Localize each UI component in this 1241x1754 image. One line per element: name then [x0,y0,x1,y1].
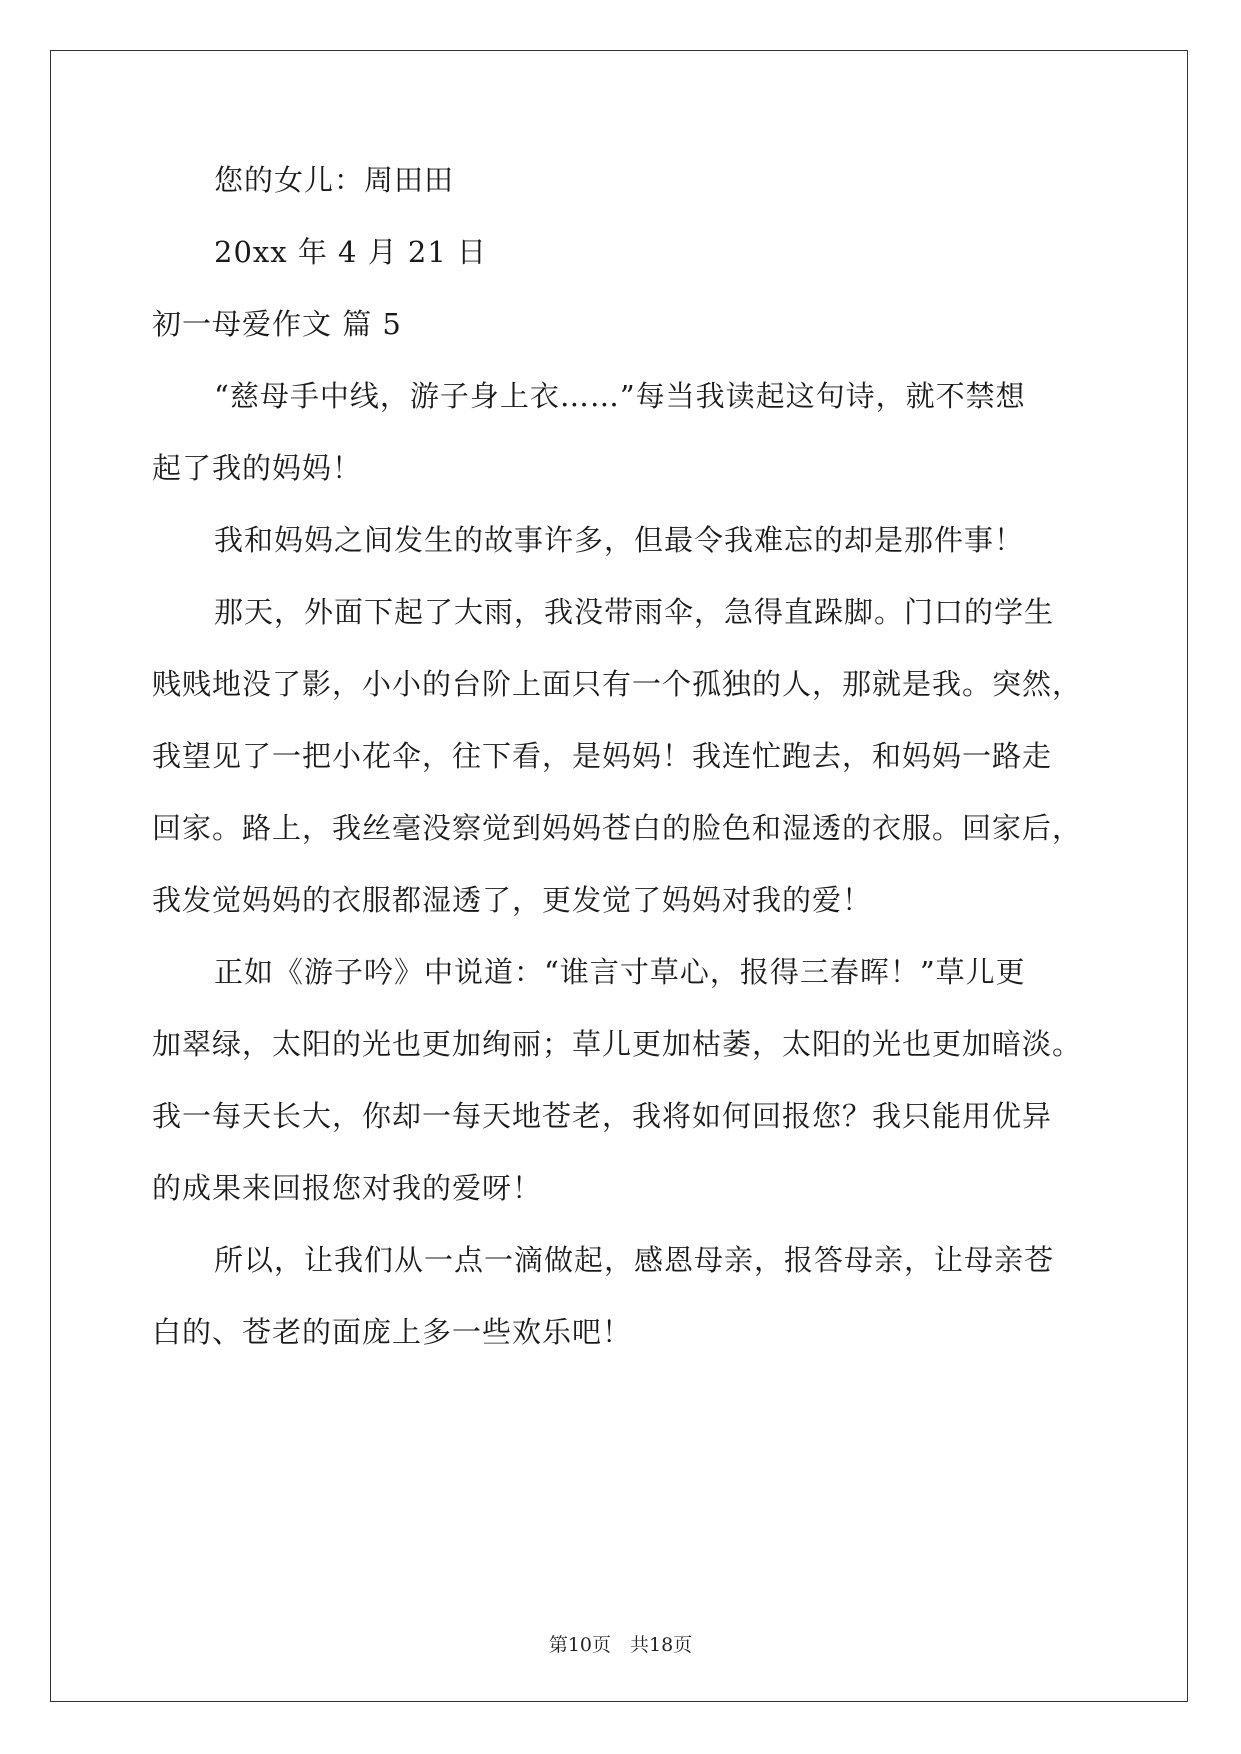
essay-line: 我和妈妈之间发生的故事许多，但最令我难忘的却是那件事！ [214,523,1025,557]
essay-line: 我一每天长大，你却一每天地苍老，我将如何回报您？我只能用优异 [152,1099,1053,1133]
essay-line: 所以，让我们从一点一滴做起，感恩母亲，报答母亲，让母亲苍 [214,1243,1055,1277]
essay-line: 回家。路上，我丝毫没察觉到妈妈苍白的脸色和湿透的衣服。回家后， [152,811,1083,845]
essay-line: 起了我的妈妈！ [152,451,363,485]
essay-line: 我发觉妈妈的衣服都湿透了，更发觉了妈妈对我的爱！ [152,883,873,917]
essay-line: 正如《游子吟》中说道：“谁言寸草心，报得三春晖！”草儿更 [214,955,1026,989]
page-border [50,50,1188,1702]
page-footer: 第10页 共18页 [548,1634,693,1656]
essay-heading: 初一母爱作文 篇 5 [152,307,402,341]
essay-line: 我望见了一把小花伞，往下看，是妈妈！我连忙跑去，和妈妈一路走 [152,739,1053,773]
letter-date: 20xx 年 4 月 21 日 [214,235,488,269]
essay-line: 贱贱地没了影，小小的台阶上面只有一个孤独的人，那就是我。突然， [152,667,1083,701]
essay-line: “慈母手中线，游子身上衣……”每当我读起这句诗，就不禁想 [214,379,1026,413]
letter-signature: 您的女儿：周田田 [214,163,455,197]
essay-line: 那天，外面下起了大雨，我没带雨伞，急得直跺脚。门口的学生 [214,595,1055,629]
essay-line: 加翠绿，太阳的光也更加绚丽；草儿更加枯萎，太阳的光也更加暗淡。 [152,1027,1083,1061]
essay-line: 的成果来回报您对我的爱呀！ [152,1171,543,1205]
essay-line: 白的、苍老的面庞上多一些欢乐吧！ [152,1315,633,1349]
